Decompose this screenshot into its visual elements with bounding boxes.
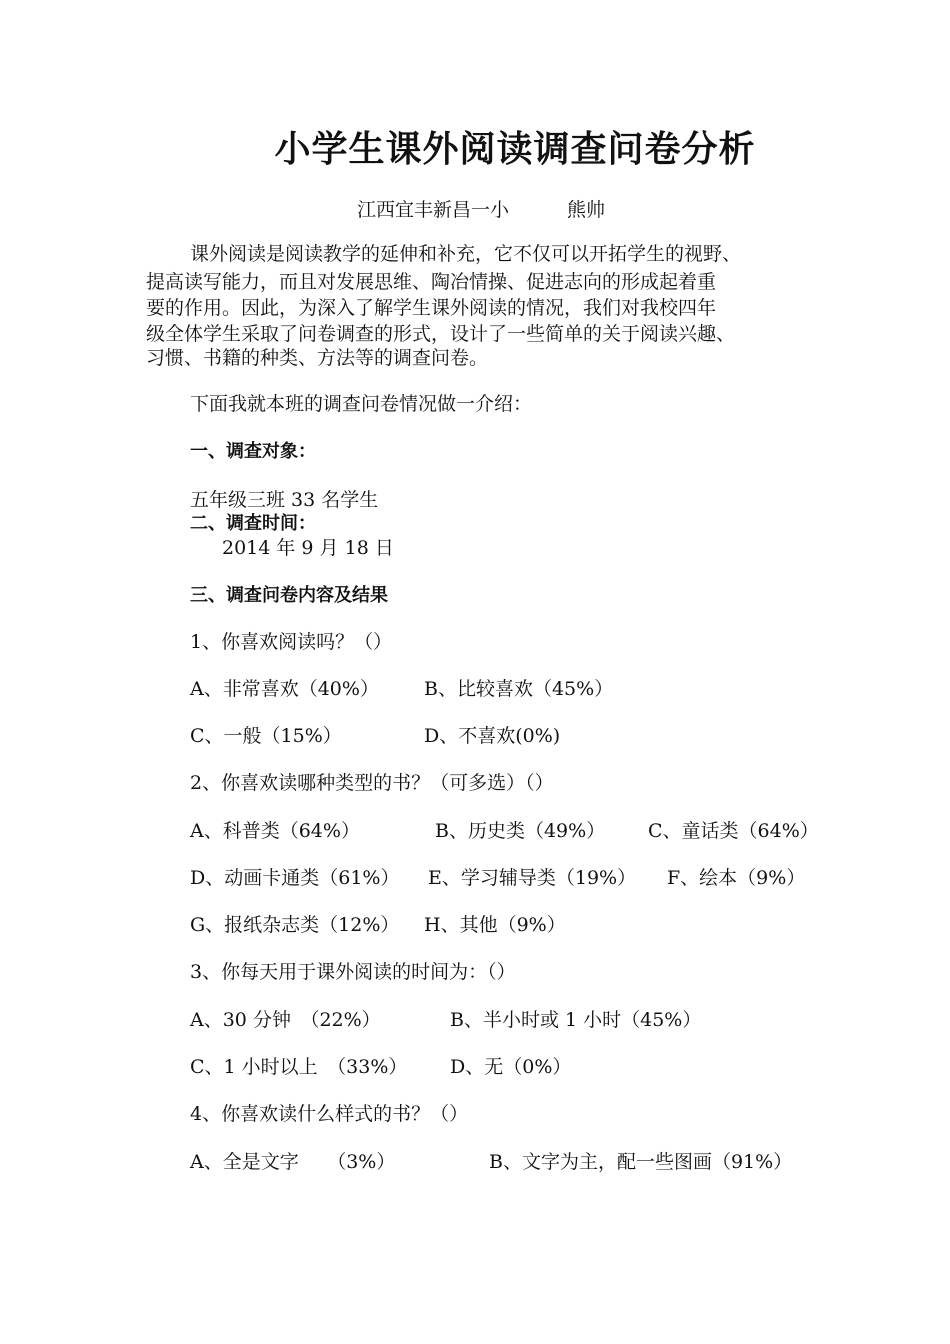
answer-option: D、不喜欢(0%) (424, 725, 561, 747)
answer-option: G、报纸杂志类（12%） (190, 914, 400, 936)
question: 1、你喜欢阅读吗？（） (190, 631, 393, 653)
answer-option: A、30 分钟 （22%） (190, 1009, 381, 1031)
intro-line: 要的作用。因此，为深入了解学生课外阅读的情况，我们对我校四年 (146, 297, 717, 319)
question: 2、你喜欢读哪种类型的书？（可多选）（） (190, 772, 554, 794)
answer-option: A、非常喜欢（40%） (190, 678, 379, 700)
question: 3、你每天用于课外阅读的时间为：（） (190, 961, 516, 983)
intro-line: 习惯、书籍的种类、方法等的调查问卷。 (146, 347, 489, 369)
section-body: 五年级三班 33 名学生 (190, 489, 379, 511)
answer-option: A、科普类（64%） (190, 820, 360, 842)
answer-option: D、动画卡通类（61%） (190, 867, 400, 889)
answer-option: B、历史类（49%） (435, 820, 606, 842)
answer-option: B、文字为主，配一些图画（91%） (489, 1151, 793, 1173)
intro-line: 提高读写能力，而且对发展思维、陶冶情操、促进志向的形成起着重 (146, 271, 717, 293)
intro-line: 级全体学生采取了问卷调查的形式，设计了一些简单的关于阅读兴趣、 (146, 323, 736, 345)
author-name: 熊帅 (567, 199, 606, 221)
answer-option: H、其他（9%） (424, 914, 566, 936)
question: 4、你喜欢读什么样式的书？（） (190, 1103, 469, 1125)
section-body: 2014 年 9 月 18 日 (222, 537, 394, 559)
answer-option: E、学习辅导类（19%） (428, 867, 637, 889)
answer-option: C、一般（15%） (190, 725, 342, 747)
answer-option: D、无（0%） (450, 1056, 572, 1078)
lead-in: 下面我就本班的调查问卷情况做一介绍： (190, 393, 533, 415)
answer-option: F、绘本（9%） (667, 867, 806, 889)
section-heading: 一、调查对象： (190, 441, 316, 462)
byline (357, 198, 605, 222)
answer-option: C、1 小时以上 （33%） (190, 1056, 408, 1078)
intro-line: 课外阅读是阅读教学的延伸和补充，它不仅可以开拓学生的视野、 (190, 243, 742, 265)
school-name: 江西宜丰新昌一小 (357, 199, 510, 221)
answer-option: A、全是文字 （3%） (190, 1151, 396, 1173)
answer-option: B、比较喜欢（45%） (424, 678, 614, 700)
document-title: 小学生课外阅读调查问卷分析 (274, 129, 756, 170)
section-heading: 二、调查时间： (190, 513, 316, 534)
answer-option: C、童话类（64%） (648, 820, 819, 842)
section-heading: 三、调查问卷内容及结果 (190, 585, 388, 606)
answer-option: B、半小时或 1 小时（45%） (450, 1009, 702, 1031)
